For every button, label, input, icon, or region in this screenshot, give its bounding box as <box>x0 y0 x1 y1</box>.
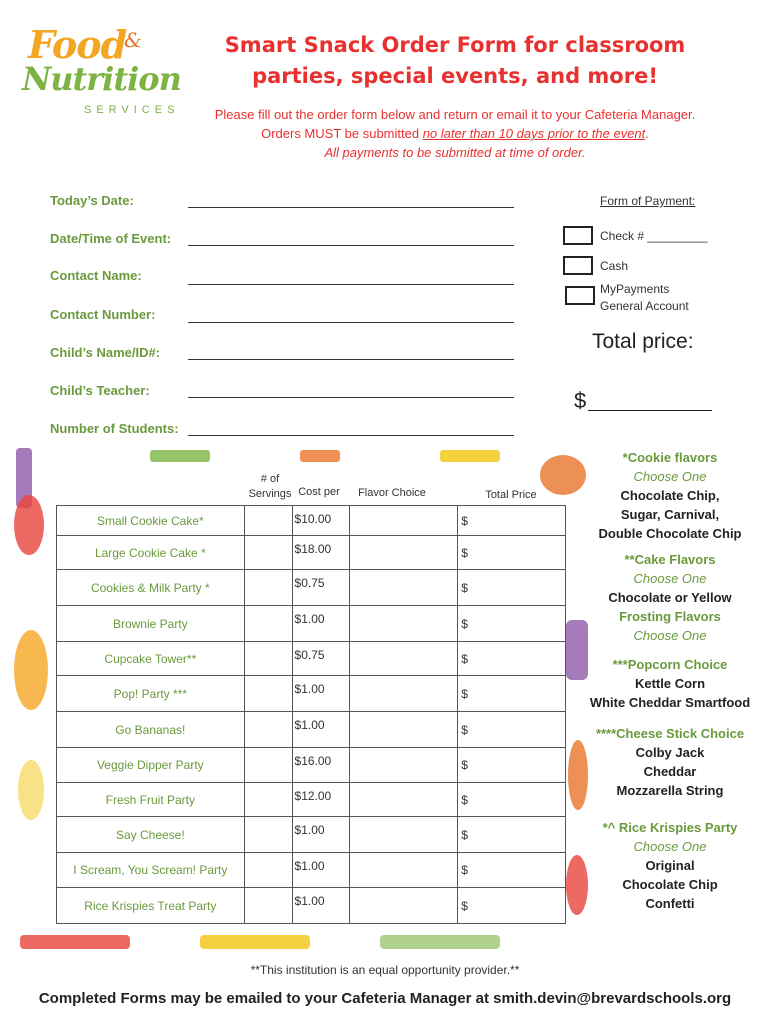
price-cell: $10.00 <box>292 506 350 536</box>
item-name-cell: Say Cheese! <box>57 817 245 853</box>
item-name-cell: Go Bananas! <box>57 712 245 748</box>
fruit-decoration <box>150 450 210 462</box>
item-name-cell: I Scream, You Scream! Party <box>57 853 245 888</box>
price-cell: $1.00 <box>292 888 350 924</box>
fruit-decoration <box>14 630 48 710</box>
flavor-options <box>586 448 754 913</box>
rice-krispies-choose-one: Choose One <box>633 839 707 854</box>
price-cell: $12.00 <box>292 783 350 817</box>
item-name-cell: Large Cookie Cake * <box>57 536 245 570</box>
logo-food-text: Food <box>28 22 127 67</box>
rice-krispies-heading: *^ Rice Krispies Party <box>602 820 738 835</box>
mypayments-label <box>600 281 689 315</box>
table-row <box>57 783 566 817</box>
price-cell: $0.75 <box>292 642 350 676</box>
table-row <box>57 888 566 924</box>
cheese-option: Mozzarella String <box>616 783 724 798</box>
payment-title: Form of Payment: <box>600 194 696 208</box>
total-cell[interactable]: $ <box>458 606 566 642</box>
servings-input-cell[interactable] <box>244 570 292 606</box>
cash-checkbox[interactable] <box>563 256 593 275</box>
instructions-line-3: All payments to be submitted at time of order. <box>324 145 586 160</box>
price-cell: $0.75 <box>292 570 350 606</box>
child-teacher-label: Child’s Teacher: <box>50 383 150 398</box>
table-row <box>57 676 566 712</box>
order-table <box>56 505 566 924</box>
servings-input-cell[interactable] <box>244 712 292 748</box>
price-cell: $16.00 <box>292 748 350 783</box>
page-title <box>160 30 750 92</box>
num-students-label: Number of Students: <box>50 421 179 436</box>
cookie-option: Sugar, Carnival, <box>620 507 720 522</box>
flavor-input-cell[interactable] <box>350 642 458 676</box>
servings-input-cell[interactable] <box>244 888 292 924</box>
total-header: Total Price <box>485 489 537 501</box>
price-cell: $1.00 <box>292 817 350 853</box>
total-cell[interactable]: $ <box>458 712 566 748</box>
servings-input-cell[interactable] <box>244 506 292 536</box>
cookie-flavors-heading: *Cookie flavors <box>622 450 718 465</box>
total-cell[interactable]: $ <box>458 853 566 888</box>
total-cell[interactable]: $ <box>458 642 566 676</box>
table-row <box>57 536 566 570</box>
cookie-option: Chocolate Chip, <box>620 488 720 503</box>
contact-name-field[interactable] <box>188 284 514 285</box>
item-name-cell: Cupcake Tower** <box>57 642 245 676</box>
item-name-cell: Rice Krispies Treat Party <box>57 888 245 924</box>
flavor-input-cell[interactable] <box>350 676 458 712</box>
flavor-input-cell[interactable] <box>350 570 458 606</box>
servings-input-cell[interactable] <box>244 783 292 817</box>
contact-name-label: Contact Name: <box>50 268 142 283</box>
servings-input-cell[interactable] <box>244 817 292 853</box>
popcorn-option: Kettle Corn <box>634 676 706 691</box>
item-name-cell: Pop! Party *** <box>57 676 245 712</box>
popcorn-option: White Cheddar Smartfood <box>589 695 751 710</box>
child-name-label: Child’s Name/ID#: <box>50 345 161 360</box>
fruit-decoration <box>20 935 130 949</box>
instructions-line-2-post: . <box>645 126 649 141</box>
contact-number-label: Contact Number: <box>50 307 156 322</box>
cheese-option: Colby Jack <box>635 745 705 760</box>
cheese-option: Cheddar <box>643 764 697 779</box>
table-row <box>57 570 566 606</box>
food-nutrition-logo <box>22 22 181 122</box>
todays-date-label: Today’s Date: <box>50 193 134 208</box>
price-cell: $1.00 <box>292 853 350 888</box>
servings-input-cell[interactable] <box>244 676 292 712</box>
servings-header-line-1: # of <box>260 473 280 485</box>
flavor-input-cell[interactable] <box>350 606 458 642</box>
fruit-decoration <box>568 740 588 810</box>
rice-krispies-option: Confetti <box>645 896 695 911</box>
instructions-line-2 <box>160 124 750 143</box>
rice-krispies-option: Chocolate Chip <box>622 877 718 892</box>
event-time-field[interactable] <box>188 245 514 246</box>
servings-input-cell[interactable] <box>244 748 292 783</box>
flavor-header: Flavor Choice <box>358 487 426 499</box>
logo-services-text: SERVICES <box>84 104 180 116</box>
servings-header <box>246 472 294 502</box>
price-cell: $1.00 <box>292 712 350 748</box>
mypayments-checkbox[interactable] <box>565 286 595 305</box>
todays-date-field[interactable] <box>188 207 514 208</box>
cost-header: Cost per <box>298 486 340 498</box>
check-checkbox[interactable] <box>563 226 593 245</box>
flavor-input-cell[interactable] <box>350 536 458 570</box>
instructions-line-1: Please fill out the order form below and return or email it to your Cafeteria Manager. <box>214 107 696 122</box>
table-row <box>57 853 566 888</box>
total-cell[interactable]: $ <box>458 506 566 536</box>
total-price-field[interactable] <box>588 410 712 411</box>
fruit-decoration <box>566 855 588 915</box>
instructions <box>160 105 750 162</box>
item-name-cell: Brownie Party <box>57 606 245 642</box>
child-teacher-field[interactable] <box>188 397 514 398</box>
cheese-stick-heading: ****Cheese Stick Choice <box>595 726 745 741</box>
frosting-choose-one: Choose One <box>633 628 707 643</box>
table-row <box>57 606 566 642</box>
cake-choose-one: Choose One <box>633 571 707 586</box>
servings-input-cell[interactable] <box>244 536 292 570</box>
total-cell[interactable]: $ <box>458 748 566 783</box>
table-row <box>57 642 566 676</box>
cookie-choose-one: Choose One <box>633 469 707 484</box>
table-row <box>57 712 566 748</box>
frosting-flavors-heading: Frosting Flavors <box>619 609 721 624</box>
servings-input-cell[interactable] <box>244 642 292 676</box>
equal-opportunity-note: **This institution is an equal opportunity provider.** <box>250 963 520 977</box>
table-row <box>57 748 566 783</box>
fruit-decoration <box>440 450 500 462</box>
total-cell[interactable]: $ <box>458 888 566 924</box>
price-cell: $1.00 <box>292 676 350 712</box>
title-line-1: Smart Snack Order Form for classroom <box>224 33 686 57</box>
flavor-input-cell[interactable] <box>350 853 458 888</box>
total-cell[interactable]: $ <box>458 676 566 712</box>
num-students-field[interactable] <box>188 435 514 436</box>
fruit-decoration <box>18 760 44 820</box>
total-price-label: Total price: <box>592 330 694 353</box>
contact-number-field[interactable] <box>188 322 514 323</box>
cake-flavors-heading: **Cake Flavors <box>624 552 716 567</box>
email-instructions: Completed Forms may be emailed to your Cafeteria Manager at smith.devin@brevardschools.org <box>38 990 732 1007</box>
total-cell[interactable]: $ <box>458 536 566 570</box>
deadline-text: no later than 10 days prior to the event <box>422 126 646 141</box>
cookie-option: Double Chocolate Chip <box>598 526 742 541</box>
flavor-input-cell[interactable] <box>350 817 458 853</box>
logo-ampersand: & <box>124 28 142 52</box>
rice-krispies-option: Original <box>645 858 695 873</box>
fruit-decoration <box>566 620 588 680</box>
fruit-decoration <box>380 935 500 949</box>
cake-option: Chocolate or Yellow <box>608 590 732 605</box>
mypayments-label-line-1: MyPayments <box>600 282 670 296</box>
total-cell[interactable]: $ <box>458 570 566 606</box>
instructions-line-2-pre: Orders MUST be submitted <box>261 126 423 141</box>
item-name-cell: Cookies & Milk Party * <box>57 570 245 606</box>
mypayments-label-line-2: General Account <box>600 299 689 313</box>
servings-input-cell[interactable] <box>244 853 292 888</box>
flavor-input-cell[interactable] <box>350 748 458 783</box>
servings-header-line-2: Servings <box>248 488 292 500</box>
fruit-decoration <box>200 935 310 949</box>
item-name-cell: Veggie Dipper Party <box>57 748 245 783</box>
total-dollar-sign: $ <box>574 388 587 413</box>
table-row <box>57 506 566 536</box>
flavor-input-cell[interactable] <box>350 506 458 536</box>
price-cell: $1.00 <box>292 606 350 642</box>
fruit-decoration <box>540 455 586 495</box>
fruit-decoration <box>300 450 340 462</box>
fruit-decoration <box>14 495 44 555</box>
price-cell: $18.00 <box>292 536 350 570</box>
title-line-2: parties, special events, and more! <box>252 64 658 88</box>
servings-input-cell[interactable] <box>244 606 292 642</box>
child-name-field[interactable] <box>188 359 514 360</box>
flavor-input-cell[interactable] <box>350 888 458 924</box>
item-name-cell: Small Cookie Cake* <box>57 506 245 536</box>
flavor-input-cell[interactable] <box>350 712 458 748</box>
table-row <box>57 817 566 853</box>
popcorn-heading: ***Popcorn Choice <box>612 657 728 672</box>
logo-nutrition-text: Nutrition <box>22 60 181 98</box>
total-cell[interactable]: $ <box>458 817 566 853</box>
check-label: Check # _________ <box>600 229 708 243</box>
total-cell[interactable]: $ <box>458 783 566 817</box>
cash-label: Cash <box>600 259 629 273</box>
flavor-input-cell[interactable] <box>350 783 458 817</box>
event-time-label: Date/Time of Event: <box>50 231 172 246</box>
item-name-cell: Fresh Fruit Party <box>57 783 245 817</box>
